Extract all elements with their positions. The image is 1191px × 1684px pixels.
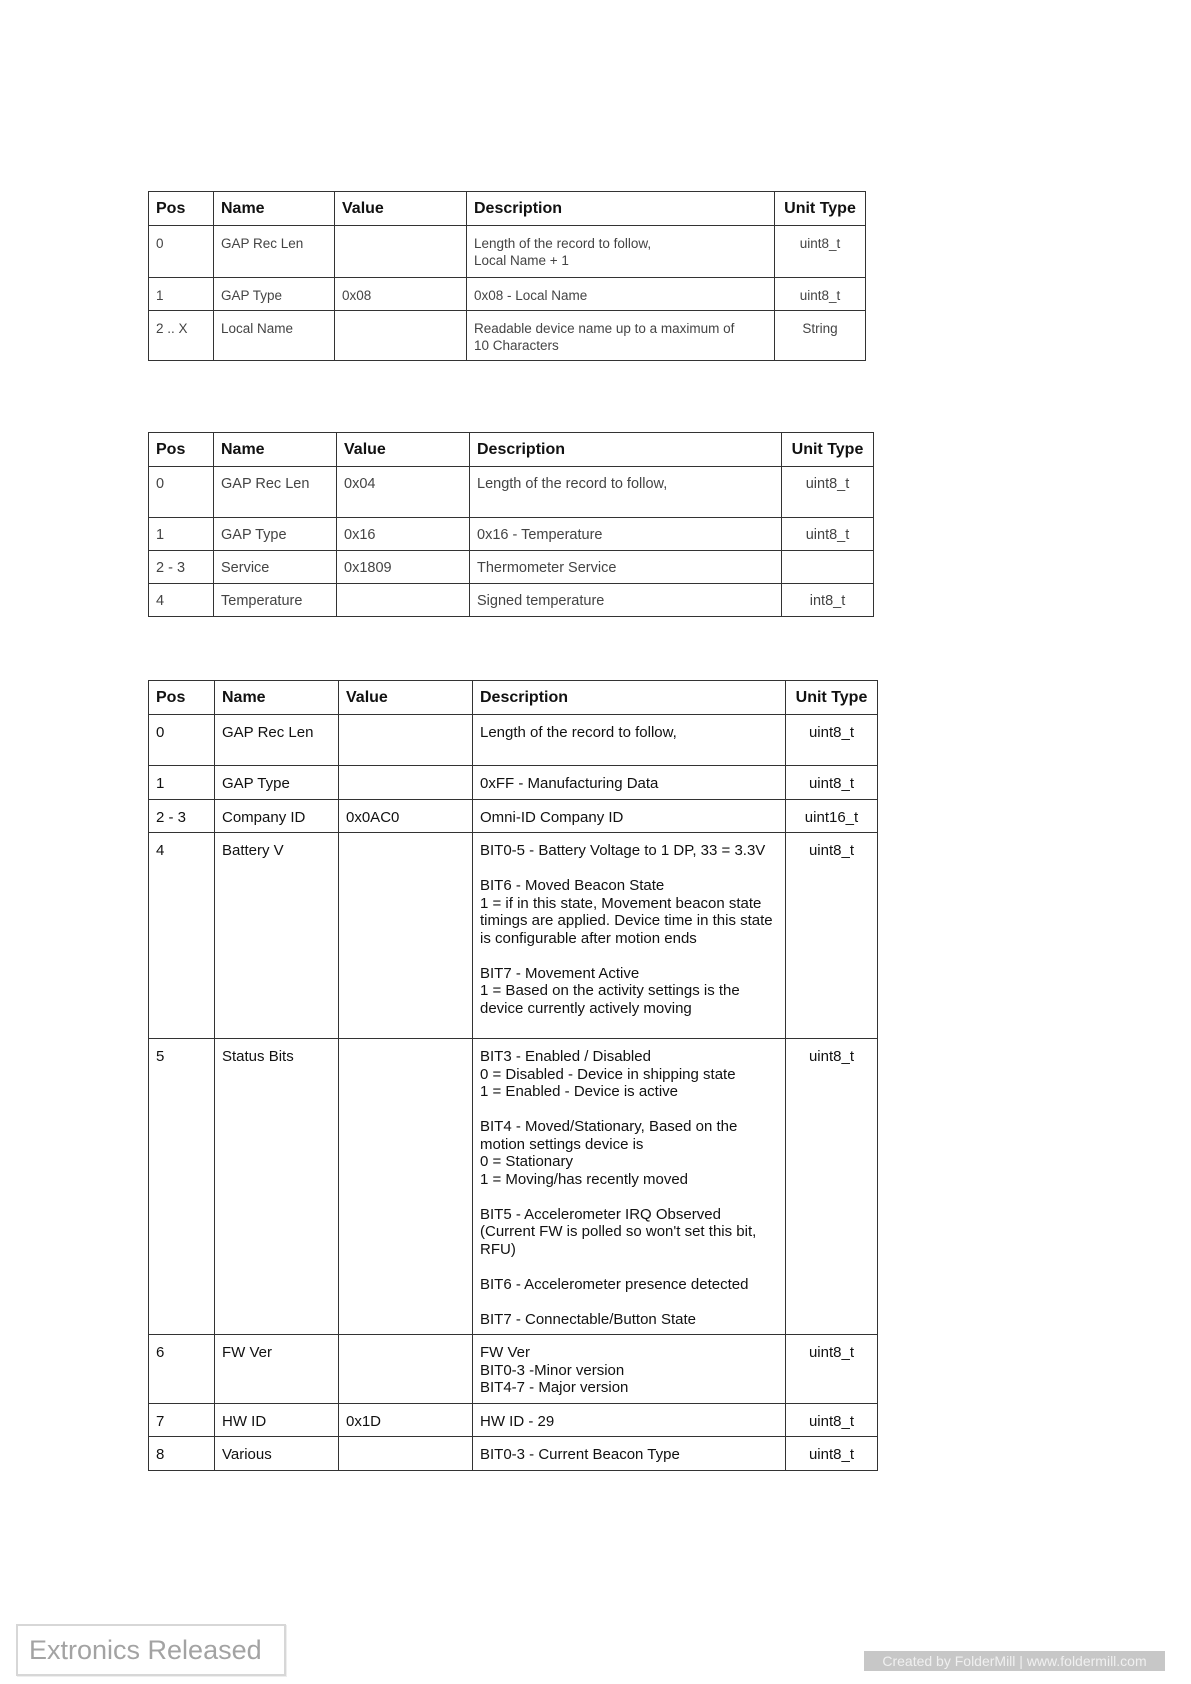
col-pos-header: Pos xyxy=(149,433,214,467)
unit-type-cell: uint8_t xyxy=(786,1403,878,1437)
value-cell xyxy=(339,715,473,766)
description-cell: 0xFF - Manufacturing Data xyxy=(473,766,786,800)
table-row xyxy=(149,551,874,584)
description-cell: Signed temperature xyxy=(470,584,782,617)
table-row xyxy=(149,278,866,311)
unit-type-cell: uint8_t xyxy=(775,226,866,278)
col-name-header: Name xyxy=(214,192,335,226)
value-cell xyxy=(339,1437,473,1471)
table-header-row xyxy=(149,681,878,715)
col-unit-type-header: Unit Type xyxy=(775,192,866,226)
col-description-header: Description xyxy=(467,192,775,226)
col-description-header: Description xyxy=(473,681,786,715)
table-row xyxy=(149,833,878,1039)
col-name-header: Name xyxy=(214,433,337,467)
name-cell: Local Name xyxy=(214,311,335,361)
table-row xyxy=(149,1039,878,1335)
table-row xyxy=(149,467,874,518)
description-cell: Readable device name up to a maximum of 10 Characters xyxy=(467,311,775,361)
creator-credit: Created by FolderMill | www.foldermill.com xyxy=(864,1651,1165,1671)
col-value-header: Value xyxy=(335,192,467,226)
unit-type-cell: uint16_t xyxy=(786,799,878,833)
name-cell: Service xyxy=(214,551,337,584)
value-cell: 0x1D xyxy=(339,1403,473,1437)
unit-type-cell: uint8_t xyxy=(786,833,878,1039)
value-cell: 0x0AC0 xyxy=(339,799,473,833)
table-row xyxy=(149,715,878,766)
value-cell: 0x08 xyxy=(335,278,467,311)
table-row xyxy=(149,799,878,833)
manufacturing-data-table xyxy=(148,680,878,1471)
local-name-table xyxy=(148,191,866,361)
value-cell xyxy=(339,1335,473,1404)
table-header-row xyxy=(149,192,866,226)
description-cell: Length of the record to follow, xyxy=(470,467,782,518)
name-cell: Temperature xyxy=(214,584,337,617)
pos-cell: 2 - 3 xyxy=(149,551,214,584)
col-pos-header: Pos xyxy=(149,192,214,226)
pos-cell: 0 xyxy=(149,226,214,278)
name-cell: FW Ver xyxy=(215,1335,339,1404)
name-cell: GAP Type xyxy=(214,518,337,551)
description-cell: BIT0-5 - Battery Voltage to 1 DP, 33 = 3.3V BIT6 - Moved Beacon State 1 = if in this state, Movement beacon state timings are applied. Device time in this state is configurable after motion ends BIT7 - Movement Active 1 = Based on the activity settings is the device currently actively moving xyxy=(473,833,786,1039)
pos-cell: 1 xyxy=(149,518,214,551)
table-row xyxy=(149,1437,878,1471)
description-cell: BIT3 - Enabled / Disabled 0 = Disabled - Device in shipping state 1 = Enabled - Device is active BIT4 - Moved/Stationary, Based on the motion settings device is 0 = Stationary 1 = Moving/has recently moved BIT5 - Accelerometer IRQ Observed (Current FW is polled so won't set this bit, RFU) BIT6 - Accelerometer presence detected BIT7 - Connectable/Button State xyxy=(473,1039,786,1335)
release-stamp: Extronics Released xyxy=(16,1624,286,1676)
name-cell: Various xyxy=(215,1437,339,1471)
unit-type-cell: uint8_t xyxy=(786,1039,878,1335)
pos-cell: 0 xyxy=(149,715,215,766)
value-cell xyxy=(337,584,470,617)
name-cell: Status Bits xyxy=(215,1039,339,1335)
name-cell: HW ID xyxy=(215,1403,339,1437)
col-unit-type-header: Unit Type xyxy=(786,681,878,715)
unit-type-cell: uint8_t xyxy=(786,715,878,766)
col-pos-header: Pos xyxy=(149,681,215,715)
value-cell xyxy=(339,833,473,1039)
pos-cell: 8 xyxy=(149,1437,215,1471)
description-cell: Length of the record to follow, Local Name + 1 xyxy=(467,226,775,278)
description-cell: Thermometer Service xyxy=(470,551,782,584)
name-cell: GAP Type xyxy=(215,766,339,800)
unit-type-cell: uint8_t xyxy=(782,467,874,518)
table-row xyxy=(149,1335,878,1404)
description-cell: 0x16 - Temperature xyxy=(470,518,782,551)
unit-type-cell: uint8_t xyxy=(786,766,878,800)
table-row xyxy=(149,518,874,551)
name-cell: GAP Type xyxy=(214,278,335,311)
unit-type-cell: uint8_t xyxy=(786,1437,878,1471)
col-value-header: Value xyxy=(337,433,470,467)
col-unit-type-header: Unit Type xyxy=(782,433,874,467)
unit-type-cell: int8_t xyxy=(782,584,874,617)
unit-type-cell: uint8_t xyxy=(775,278,866,311)
description-cell: HW ID - 29 xyxy=(473,1403,786,1437)
pos-cell: 7 xyxy=(149,1403,215,1437)
table-row xyxy=(149,584,874,617)
pos-cell: 6 xyxy=(149,1335,215,1404)
col-description-header: Description xyxy=(470,433,782,467)
pos-cell: 1 xyxy=(149,278,214,311)
table-row xyxy=(149,1403,878,1437)
value-cell: 0x1809 xyxy=(337,551,470,584)
unit-type-cell: String xyxy=(775,311,866,361)
description-cell: Omni-ID Company ID xyxy=(473,799,786,833)
unit-type-cell: uint8_t xyxy=(782,518,874,551)
unit-type-cell: uint8_t xyxy=(786,1335,878,1404)
col-name-header: Name xyxy=(215,681,339,715)
value-cell xyxy=(335,311,467,361)
value-cell xyxy=(335,226,467,278)
table-row xyxy=(149,311,866,361)
value-cell xyxy=(339,1039,473,1335)
value-cell: 0x16 xyxy=(337,518,470,551)
pos-cell: 2 - 3 xyxy=(149,799,215,833)
name-cell: GAP Rec Len xyxy=(215,715,339,766)
name-cell: Battery V xyxy=(215,833,339,1039)
name-cell: Company ID xyxy=(215,799,339,833)
description-cell: FW Ver BIT0-3 -Minor version BIT4-7 - Major version xyxy=(473,1335,786,1404)
table-row xyxy=(149,766,878,800)
unit-type-cell xyxy=(782,551,874,584)
name-cell: GAP Rec Len xyxy=(214,226,335,278)
value-cell xyxy=(339,766,473,800)
description-cell: Length of the record to follow, xyxy=(473,715,786,766)
value-cell: 0x04 xyxy=(337,467,470,518)
pos-cell: 5 xyxy=(149,1039,215,1335)
name-cell: GAP Rec Len xyxy=(214,467,337,518)
description-cell: 0x08 - Local Name xyxy=(467,278,775,311)
pos-cell: 4 xyxy=(149,584,214,617)
col-value-header: Value xyxy=(339,681,473,715)
temperature-table xyxy=(148,432,874,617)
description-cell: BIT0-3 - Current Beacon Type xyxy=(473,1437,786,1471)
table-row xyxy=(149,226,866,278)
pos-cell: 2 .. X xyxy=(149,311,214,361)
pos-cell: 0 xyxy=(149,467,214,518)
table-header-row xyxy=(149,433,874,467)
pos-cell: 4 xyxy=(149,833,215,1039)
pos-cell: 1 xyxy=(149,766,215,800)
